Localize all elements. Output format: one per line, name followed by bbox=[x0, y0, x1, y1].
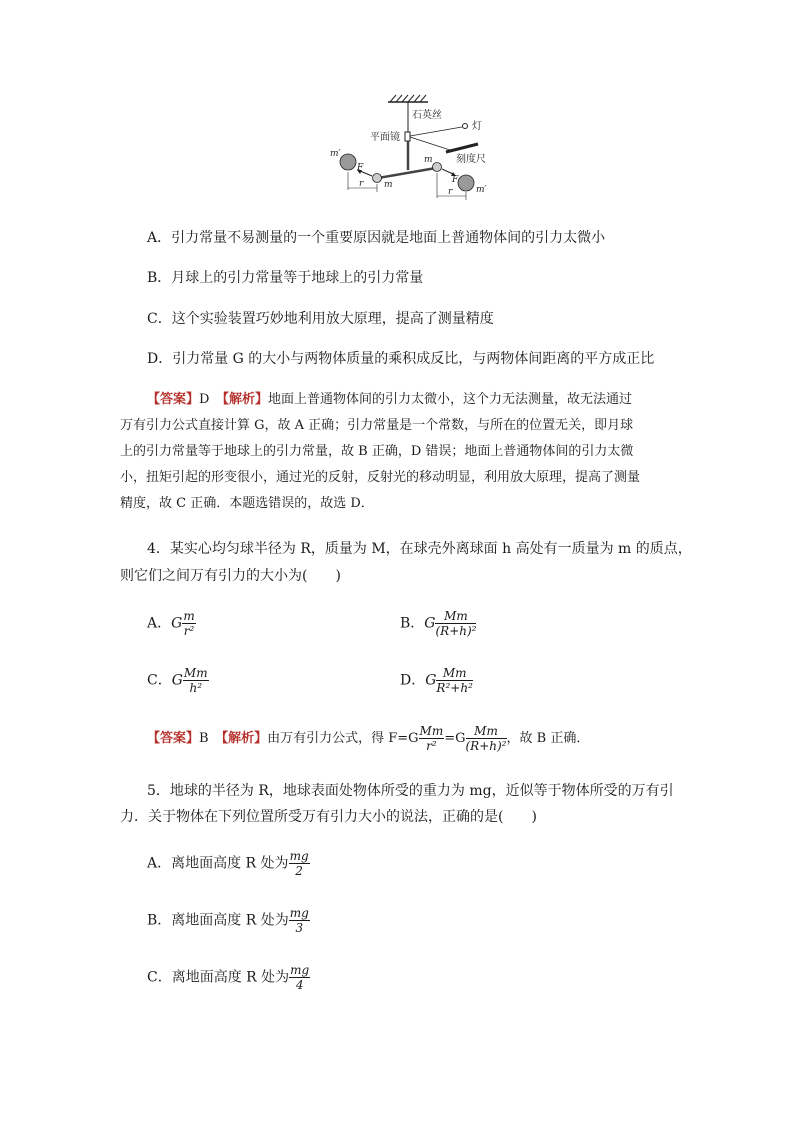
lamp-icon bbox=[463, 124, 468, 129]
answer-tag: 【答案】 bbox=[147, 392, 200, 407]
large-ball-right bbox=[458, 175, 474, 191]
analysis-text: 地面上普通物体间的引力太微小，这个力无法测量，故无法通过 bbox=[267, 392, 632, 407]
q4-option-d: D．G $\frac{Mm}{\text{R²+h²}}$ bbox=[400, 666, 473, 695]
q3-answer-line bbox=[147, 391, 632, 408]
answer-value: D bbox=[199, 392, 210, 407]
large-ball-left bbox=[340, 154, 356, 170]
q4-stem-line-2: 则它们之间万有引力的大小为( ) bbox=[120, 568, 341, 584]
small-ball-right bbox=[433, 163, 442, 172]
q5-stem-line-1: 5．地球的半径为 R，地球表面处物体所受的重力为 mg，近似等于物体所受的万有引 bbox=[147, 783, 674, 799]
q4-option-b: B．G $\frac{Mm}{\text{(R+h)²}}$ bbox=[400, 609, 477, 638]
q3-analysis-line-5: 精度，故 C 正确．本题选错误的，故选 D． bbox=[120, 496, 374, 511]
label-m-prime-right: m′ bbox=[476, 185, 487, 195]
label-m-left: m bbox=[384, 180, 393, 190]
label-scale: 刻度尺 bbox=[456, 154, 486, 165]
analysis-tag: 【解析】 bbox=[222, 392, 268, 407]
q5-option-b: B．离地面高度 R 处为 $\frac{mg}{3}$ bbox=[147, 906, 309, 935]
label-m-right: m bbox=[424, 155, 433, 165]
q5-stem-line-2: 力．关于物体在下列位置所受万有引力大小的说法，正确的是( ) bbox=[120, 809, 537, 825]
q3-analysis-line-3: 上的引力常量等于地球上的引力常量，故 B 正确，D 错误；地面上普通物体间的引力太微 bbox=[120, 444, 634, 459]
label-r-right: r bbox=[448, 187, 453, 197]
q3-analysis-line-4: 小，扭矩引起的形变很小，通过光的反射，反射光的移动明显，利用放大原理，提高了测量 bbox=[120, 470, 641, 485]
q5-option-a: A．离地面高度 R 处为 $\frac{mg}{2}$ bbox=[147, 849, 309, 878]
label-F-right: F bbox=[452, 175, 459, 185]
q3-option-d: D．引力常量 G 的大小与两物体质量的乘积成反比，与两物体间距离的平方成正比 bbox=[147, 351, 655, 367]
q4-option-a: A．G $\frac{m}{\text{r²}}$ bbox=[147, 609, 195, 638]
q4-option-c: C．G $\frac{Mm}{\text{h²}}$ bbox=[147, 666, 208, 695]
q3-analysis-line-2: 万有引力公式直接计算 G，故 A 正确；引力常量是一个常数，与所在的位置无关，即月球 bbox=[120, 418, 634, 433]
label-quartz: 石英丝 bbox=[412, 110, 442, 121]
small-ball-left bbox=[373, 174, 382, 183]
torsion-balance-figure bbox=[326, 92, 498, 200]
label-lamp: 灯 bbox=[472, 121, 482, 132]
q5-option-c: C．离地面高度 R 处为 $\frac{mg}{4}$ bbox=[147, 963, 310, 992]
q3-option-a: A．引力常量不易测量的一个重要原因就是地面上普通物体间的引力太微小 bbox=[147, 230, 606, 246]
q3-option-c: C．这个实验装置巧妙地利用放大原理，提高了测量精度 bbox=[147, 311, 494, 327]
force-arrow-right bbox=[442, 169, 453, 174]
q3-option-b: B．月球上的引力常量等于地球上的引力常量 bbox=[147, 270, 424, 286]
label-m-prime-left: m′ bbox=[330, 149, 341, 159]
q4-answer-line: 【答案】B 【解析】由万有引力公式，得 F=G $\frac{Mm}{\text{r²}}$ =G $\frac{Mm}{\text{(R+h)²}}$ ，故 B 正确． bbox=[147, 724, 590, 753]
q4-stem-line-1: 4．某实心均匀球半径为 R，质量为 M，在球壳外离球面 h 高处有一质量为 m 的质点， bbox=[147, 541, 692, 557]
label-F-left: F bbox=[357, 163, 364, 173]
plane-mirror bbox=[405, 132, 410, 141]
label-mirror: 平面镜 bbox=[370, 132, 400, 143]
scale-ruler bbox=[446, 144, 478, 152]
label-r-left: r bbox=[359, 179, 364, 189]
